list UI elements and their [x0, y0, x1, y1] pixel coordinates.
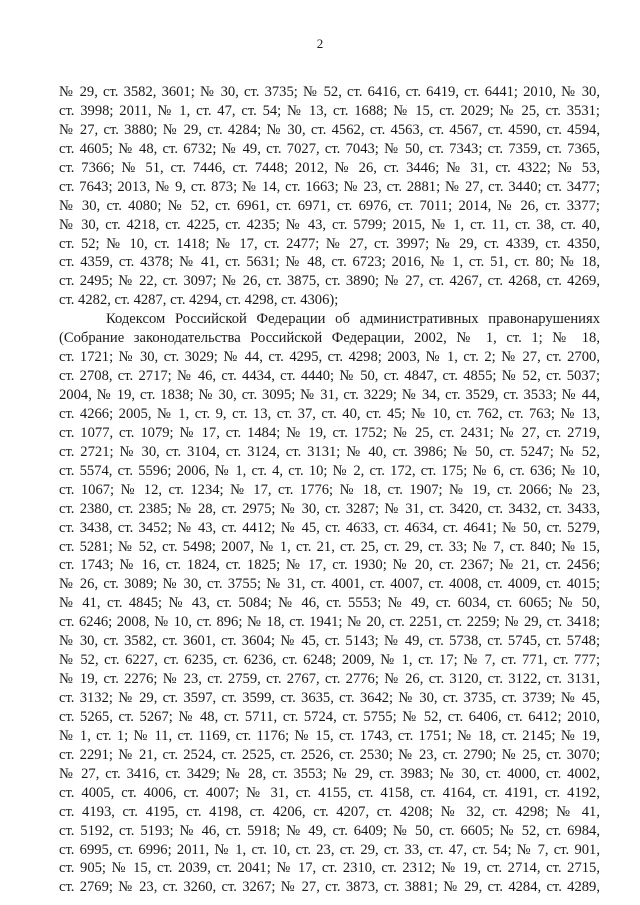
- text-line: ст. 3998; 2011, № 1, ст. 47, ст. 54; № 13, ст. 1688; № 15, ст. 2029; № 25, ст. 3531;: [59, 102, 600, 119]
- text-line: Кодексом Российской Федерации об административных правонарушениях: [106, 311, 600, 328]
- text-line: ст. 1743; № 16, ст. 1824, ст. 1825; № 17, ст. 1930; № 20, ст. 2367; № 21, ст. 2456;: [59, 557, 600, 574]
- text-line: 2004, № 19, ст. 1838; № 30, ст. 3095; № 31, ст. 3229; № 34, ст. 3529, ст. 3533; № 44,: [59, 387, 600, 403]
- text-line: ст. 3438, ст. 3452; № 43, ст. 4412; № 45, ст. 4633, ст. 4634, ст. 4641; № 50, ст. 5279,: [59, 519, 600, 536]
- text-line: ст. 1721; № 30, ст. 3029; № 44, ст. 4295, ст. 4298; 2003, № 1, ст. 2; № 27, ст. 2700,: [59, 349, 600, 366]
- page-number: 2: [316, 36, 324, 51]
- text-line: ст. 3132; № 29, ст. 3597, ст. 3599, ст. 3635, ст. 3642; № 30, ст. 3735, ст. 3739; № 45,: [59, 690, 600, 706]
- text-line: ст. 2769; № 23, ст. 3260, ст. 3267; № 27, ст. 3873, ст. 3881; № 29, ст. 4284, ст. 4289,: [59, 879, 600, 896]
- text-line: № 26, ст. 3089; № 30, ст. 3755; № 31, ст. 4001, ст. 4007, ст. 4008, ст. 4009, ст. 4015;: [59, 576, 600, 593]
- text-line: ст. 52; № 10, ст. 1418; № 17, ст. 2477; № 27, ст. 3997; № 29, ст. 4339, ст. 4350,: [59, 235, 600, 252]
- text-line: ст. 2291; № 21, ст. 2524, ст. 2525, ст. 2526, ст. 2530; № 23, ст. 2790; № 25, ст. 3070;: [59, 746, 600, 763]
- text-line: ст. 905; № 15, ст. 2039, ст. 2041; № 17, ст. 2310, ст. 2312; № 19, ст. 2714, ст. 2715,: [59, 860, 600, 877]
- text-line: ст. 4193, ст. 4195, ст. 4198, ст. 4206, ст. 4207, ст. 4208; № 32, ст. 4298; № 41,: [59, 803, 600, 820]
- text-line: ст. 6995, ст. 6996; 2011, № 1, ст. 10, ст. 23, ст. 29, ст. 33, ст. 47, ст. 54; № 7, ст. 901,: [59, 841, 600, 858]
- text-line: ст. 5574, ст. 5596; 2006, № 1, ст. 4, ст. 10; № 2, ст. 172, ст. 175; № 6, ст. 636; № 10,: [59, 462, 600, 479]
- text-line: ст. 2721; № 30, ст. 3104, ст. 3124, ст. 3131; № 40, ст. 3986; № 50, ст. 5247; № 52,: [59, 443, 600, 460]
- text-line: № 30, ст. 4218, ст. 4225, ст. 4235; № 43, ст. 5799; 2015, № 1, ст. 11, ст. 38, ст. 40,: [59, 216, 600, 233]
- text-line: № 27, ст. 3416, ст. 3429; № 28, ст. 3553; № 29, ст. 3983; № 30, ст. 4000, ст. 4002,: [59, 765, 600, 782]
- text-line: ст. 1077, ст. 1079; № 17, ст. 1484; № 19, ст. 1752; № 25, ст. 2431; № 27, ст. 2719,: [59, 424, 600, 441]
- text-line: ст. 4266; 2005, № 1, ст. 9, ст. 13, ст. 37, ст. 40, ст. 45; № 10, ст. 762, ст. 763; № 13,: [59, 405, 600, 422]
- text-line: ст. 2380, ст. 2385; № 28, ст. 2975; № 30, ст. 3287; № 31, ст. 3420, ст. 3432, ст. 3433,: [59, 500, 600, 517]
- text-line: ст. 6246; 2008, № 10, ст. 896; № 18, ст. 1941; № 20, ст. 2251, ст. 2259; № 29, ст. 3418;: [59, 614, 600, 631]
- text-line: ст. 7366; № 51, ст. 7446, ст. 7448; 2012, № 26, ст. 3446; № 31, ст. 4322; № 53,: [59, 159, 600, 176]
- text-line: ст. 4605; № 48, ст. 6732; № 49, ст. 7027, ст. 7043; № 50, ст. 7343; ст. 7359, ст. 7365,: [59, 140, 600, 157]
- text-line: ст. 4282, ст. 4287, ст. 4294, ст. 4298, ст. 4306);: [59, 292, 339, 309]
- text-line: ст. 7643; 2013, № 9, ст. 873; № 14, ст. 1663; № 23, ст. 2881; № 27, ст. 3440; ст. 3477;: [59, 178, 600, 195]
- text-line: (Собрание законодательства Российской Федерации, 2002, № 1, ст. 1; № 18,: [59, 330, 600, 347]
- text-line: ст. 4005, ст. 4006, ст. 4007; № 31, ст. 4155, ст. 4158, ст. 4164, ст. 4191, ст. 4192,: [59, 784, 600, 801]
- text-line: ст. 2495; № 22, ст. 3097; № 26, ст. 3875, ст. 3890; № 27, ст. 4267, ст. 4268, ст. 4269,: [59, 273, 600, 290]
- text-line: № 1, ст. 1; № 11, ст. 1169, ст. 1176; № 15, ст. 1743, ст. 1751; № 18, ст. 2145; № 19,: [59, 727, 600, 744]
- text-line: № 29, ст. 3582, 3601; № 30, ст. 3735; № 52, ст. 6416, ст. 6419, ст. 6441; 2010, № 30,: [59, 84, 600, 100]
- text-line: № 27, ст. 3880; № 29, ст. 4284; № 30, ст. 4562, ст. 4563, ст. 4567, ст. 4590, ст. 4594,: [59, 121, 600, 138]
- text-line: ст. 5265, ст. 5267; № 48, ст. 5711, ст. 5724, ст. 5755; № 52, ст. 6406, ст. 6412; 2010,: [59, 708, 600, 725]
- text-line: № 30, ст. 4080; № 52, ст. 6961, ст. 6971, ст. 6976, ст. 7011; 2014, № 26, ст. 3377;: [59, 197, 600, 214]
- document-body: [59, 83, 600, 897]
- text-line: ст. 5192, ст. 5193; № 46, ст. 5918; № 49, ст. 6409; № 50, ст. 6605; № 52, ст. 6984,: [59, 822, 600, 839]
- text-line: № 30, ст. 3582, ст. 3601, ст. 3604; № 45, ст. 5143; № 49, ст. 5738, ст. 5745, ст. 5748;: [59, 633, 600, 650]
- text-line: ст. 4359, ст. 4378; № 41, ст. 5631; № 48, ст. 6723; 2016, № 1, ст. 51, ст. 80; № 18,: [59, 254, 600, 271]
- text-line: № 19, ст. 2276; № 23, ст. 2759, ст. 2767, ст. 2776; № 26, ст. 3120, ст. 3122, ст. 3131,: [59, 671, 600, 688]
- paragraph-2: [59, 310, 600, 897]
- text-line: ст. 5281; № 52, ст. 5498; 2007, № 1, ст. 21, ст. 25, ст. 29, ст. 33; № 7, ст. 840; № 15,: [59, 538, 600, 555]
- text-line: № 41, ст. 4845; № 43, ст. 5084; № 46, ст. 5553; № 49, ст. 6034, ст. 6065; № 50,: [59, 595, 600, 612]
- text-line: ст. 2708, ст. 2717; № 46, ст. 4434, ст. 4440; № 50, ст. 4847, ст. 4855; № 52, ст. 5037;: [59, 368, 600, 385]
- text-line: ст. 1067; № 12, ст. 1234; № 17, ст. 1776; № 18, ст. 1907; № 19, ст. 2066; № 23,: [59, 481, 600, 498]
- text-line: № 52, ст. 6227, ст. 6235, ст. 6236, ст. 6248; 2009, № 1, ст. 17; № 7, ст. 771, ст. 777;: [59, 652, 600, 669]
- paragraph-1: [59, 83, 600, 310]
